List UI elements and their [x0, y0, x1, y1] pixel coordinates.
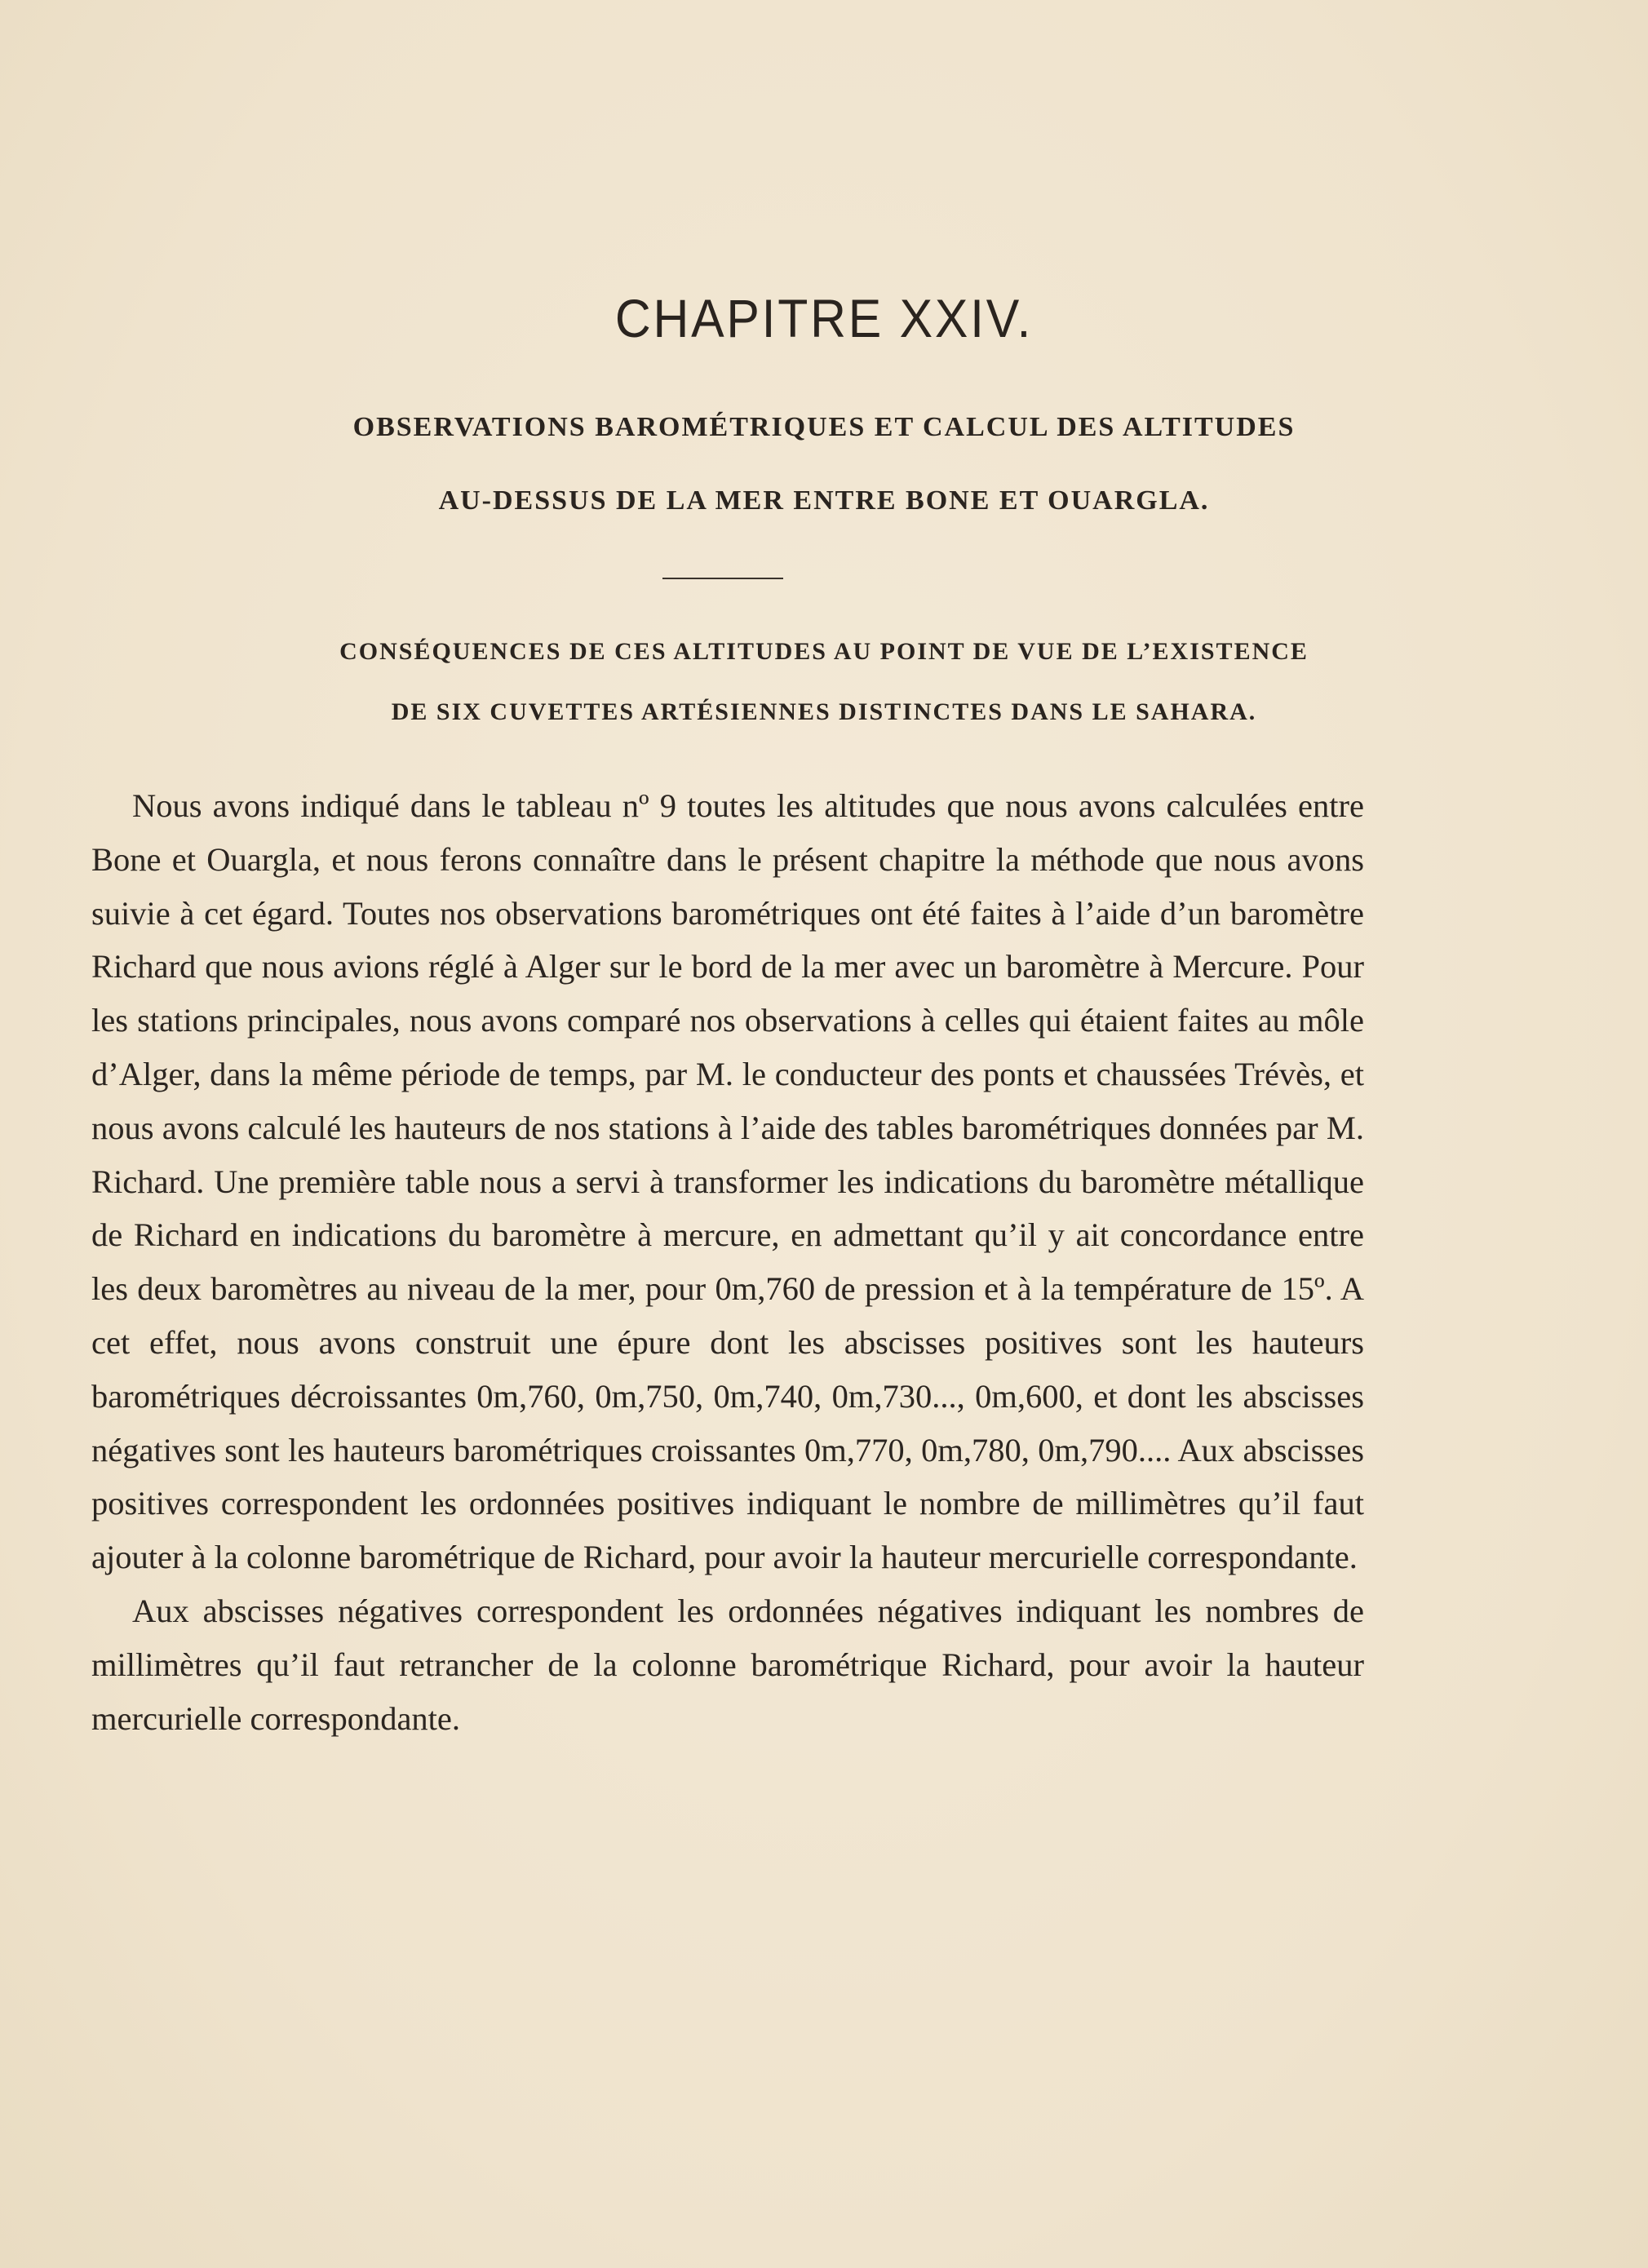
chapter-title: CHAPITRE XXIV.: [614, 288, 1034, 348]
subheading-line-2: DE SIX CUVETTES ARTÉSIENNES DISTINCTES DANS LE SAHARA.: [391, 698, 1257, 725]
subheading-line-1: CONSÉQUENCES DE CES ALTITUDES AU POINT DE VUE DE L’EXISTENCE: [339, 638, 1309, 665]
heading-line-2: AU-DESSUS DE LA MER ENTRE BONE ET OUARGLA.: [438, 485, 1210, 516]
paragraph-2: Aux abscisses négatives correspondent les ordonnées négatives indiquant les nombres de millimètres qu’il faut retrancher de la colonne barométrique Richard, pour avoir la hauteur mercurielle correspondante.: [91, 1592, 1364, 1737]
separator-rule: [662, 578, 783, 579]
paragraph-1: Nous avons indiqué dans le tableau nº 9 toutes les altitudes que nous avons calculées entre Bone et Ouargla, et nous ferons connaître dans le présent chapitre la méthode que nous avons suivie à cet égard. Toutes nos observations barométriques ont été faites à l’aide d’un baromètre Richard que nous avions réglé à Alger sur le bord de la mer avec un baromètre à Mercure. Pour les stations principales, nous avons comparé nos observations à celles qui étaient faites au môle d’Alger, dans la même période de temps, par M. le conducteur des ponts et chaussées Trévès, et nous avons calculé les hauteurs de nos stations à l’aide des tables barométriques données par M. Richard. Une première table nous a servi à transformer les indications du baromètre métallique de Richard en indications du baromètre à mercure, en admettant qu’il y ait concordance entre les deux baromètres au niveau de la mer, pour 0m,760 de pression et à la température de 15º. A cet effet, nous avons construit une épure dont les abscisses positives sont les hauteurs barométriques décroissantes 0m,760, 0m,750, 0m,740, 0m,730..., 0m,600, et dont les abscisses négatives sont les hauteurs barométriques croissantes 0m,770, 0m,780, 0m,790.... Aux abscisses positives correspondent les ordonnées positives indiquant le nombre de millimètres qu’il faut ajouter à la colonne barométrique de Richard, pour avoir la hauteur mercurielle correspondante.: [91, 787, 1364, 1576]
body-text: [91, 779, 1364, 1745]
heading-line-1: OBSERVATIONS BAROMÉTRIQUES ET CALCUL DES ALTITUDES: [352, 412, 1296, 442]
